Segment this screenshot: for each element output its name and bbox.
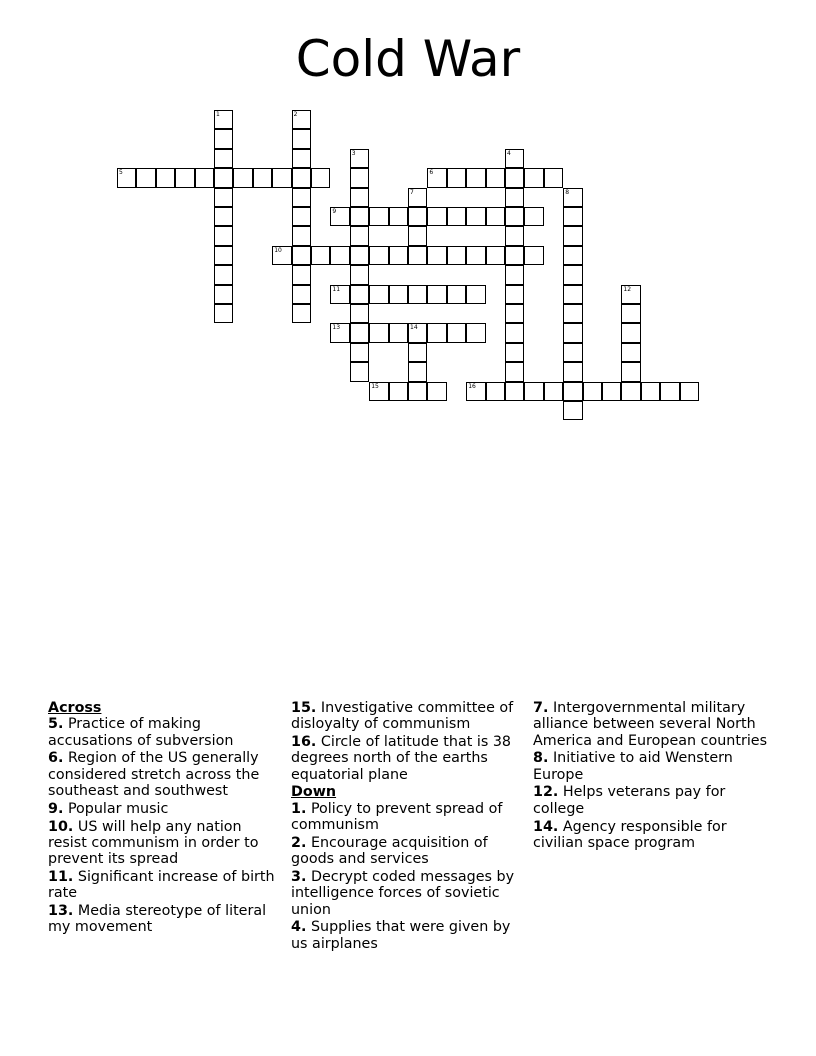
grid-cell[interactable] — [350, 304, 369, 323]
grid-cell[interactable] — [330, 323, 349, 342]
grid-cell[interactable] — [505, 304, 524, 323]
grid-cell[interactable] — [408, 362, 427, 381]
grid-cell[interactable] — [350, 188, 369, 207]
grid-cell[interactable] — [563, 226, 582, 245]
grid-cell[interactable] — [214, 168, 233, 187]
clue-column-1 — [48, 700, 283, 937]
down-clue: 8. Initiative to aid Wenstern Europe — [533, 750, 733, 783]
down-clue: 3. Decrypt coded messages by intelligence forces of sovietic union — [291, 868, 515, 918]
grid-cell[interactable] — [563, 323, 582, 342]
grid-cell[interactable] — [427, 382, 446, 401]
across-clue: 5. Practice of making accusations of subversion — [48, 716, 234, 749]
across-clue: 10. US will help any nation resist communism in order to prevent its spread — [48, 818, 259, 868]
grid-cell[interactable] — [292, 110, 311, 129]
grid-cell[interactable] — [369, 285, 388, 304]
clue-number: 8 — [565, 188, 570, 196]
grid-cell[interactable] — [621, 304, 640, 323]
grid-cell[interactable] — [505, 382, 524, 401]
grid-cell[interactable] — [292, 188, 311, 207]
clue-number: 3 — [351, 149, 356, 157]
grid-cell[interactable] — [505, 207, 524, 226]
grid-cell[interactable] — [389, 207, 408, 226]
across-clue: 11. Significant increase of birth rate — [48, 868, 275, 902]
grid-cell[interactable] — [583, 382, 602, 401]
down-heading: Down — [291, 784, 337, 801]
grid-cell[interactable] — [505, 323, 524, 342]
grid-cell[interactable] — [563, 304, 582, 323]
grid-cell[interactable] — [195, 168, 214, 187]
across-heading: Across — [48, 700, 102, 716]
grid-cell[interactable] — [369, 246, 388, 265]
clue-number: 2 — [293, 111, 298, 118]
grid-cell[interactable] — [330, 246, 349, 265]
grid-cell[interactable] — [563, 343, 582, 362]
grid-cell[interactable] — [680, 382, 699, 401]
grid-cell[interactable] — [330, 207, 349, 226]
clue-number: 11 — [332, 285, 341, 293]
grid-cell[interactable] — [292, 129, 311, 148]
grid-cell[interactable] — [563, 188, 582, 207]
grid-cell[interactable] — [369, 323, 388, 342]
grid-cell[interactable] — [563, 382, 582, 401]
grid-cell[interactable] — [389, 285, 408, 304]
grid-cell[interactable] — [563, 285, 582, 304]
grid-cell[interactable] — [214, 265, 233, 284]
grid-cell[interactable] — [621, 362, 640, 381]
across-clue: 16. Circle of latitude that is 38 degrees north of the earths equatorial plane — [291, 734, 512, 783]
grid-cell[interactable] — [427, 246, 446, 265]
grid-cell[interactable] — [486, 207, 505, 226]
grid-cell[interactable] — [505, 265, 524, 284]
grid-cell[interactable] — [660, 382, 679, 401]
across-clue: 15. Investigative committee of disloyalty of communism — [291, 700, 514, 733]
grid-cell[interactable] — [408, 343, 427, 362]
grid-cell[interactable] — [389, 382, 408, 401]
grid-cell[interactable] — [505, 246, 524, 265]
grid-cell[interactable] — [621, 323, 640, 342]
down-clue: 14. Agency responsible for civilian space program — [533, 818, 727, 851]
clue-number: 12 — [623, 285, 632, 293]
grid-cell[interactable] — [292, 285, 311, 304]
grid-cell[interactable] — [447, 168, 466, 187]
grid-cell[interactable] — [117, 168, 136, 187]
grid-cell[interactable] — [350, 323, 369, 342]
grid-cell[interactable] — [272, 246, 291, 265]
grid-cell[interactable] — [563, 207, 582, 226]
grid-cell[interactable] — [563, 401, 582, 420]
grid-cell[interactable] — [524, 246, 543, 265]
grid-cell[interactable] — [505, 285, 524, 304]
crossword-grid[interactable] — [0, 0, 816, 440]
grid-cell[interactable] — [214, 129, 233, 148]
clue-number: 16 — [468, 382, 476, 390]
across-clue: 6. Region of the US generally considered stretch across the southeast and southwest — [48, 750, 260, 799]
down-clue: 2. Encourage acquisition of goods and services — [291, 834, 488, 868]
clue-number: 5 — [119, 169, 123, 177]
grid-cell[interactable] — [369, 382, 388, 401]
grid-cell[interactable] — [214, 207, 233, 226]
grid-cell[interactable] — [486, 168, 505, 187]
grid-cell[interactable] — [466, 246, 485, 265]
grid-cell[interactable] — [505, 226, 524, 245]
grid-cell[interactable] — [641, 382, 660, 401]
grid-cell[interactable] — [214, 188, 233, 207]
grid-cell[interactable] — [292, 304, 311, 323]
grid-cell[interactable] — [214, 304, 233, 323]
grid-cell[interactable] — [175, 168, 194, 187]
grid-cell[interactable] — [427, 168, 446, 187]
grid-cell[interactable] — [408, 382, 427, 401]
grid-cell[interactable] — [563, 246, 582, 265]
grid-cell[interactable] — [505, 188, 524, 207]
puzzle-title: Cold War — [295, 30, 521, 88]
grid-cell[interactable] — [447, 285, 466, 304]
grid-cell[interactable] — [350, 149, 369, 168]
grid-cell[interactable] — [466, 382, 485, 401]
grid-cell[interactable] — [292, 149, 311, 168]
grid-cell[interactable] — [408, 188, 427, 207]
grid-cell[interactable] — [292, 207, 311, 226]
clue-column-2 — [291, 700, 526, 953]
grid-cell[interactable] — [524, 207, 543, 226]
grid-cell[interactable] — [486, 382, 505, 401]
grid-cell[interactable] — [447, 323, 466, 342]
down-clue: 4. Supplies that were given by us airplanes — [291, 919, 511, 952]
grid-cell[interactable] — [214, 285, 233, 304]
grid-cell[interactable] — [350, 226, 369, 245]
clue-number: 7 — [410, 188, 414, 196]
grid-cell[interactable] — [621, 382, 640, 401]
grid-cell[interactable] — [272, 168, 291, 187]
grid-cell[interactable] — [214, 246, 233, 265]
grid-cell[interactable] — [466, 323, 485, 342]
down-clue: 7. Intergovernmental military alliance between several North America and European countries — [533, 700, 768, 749]
down-clue: 1. Policy to prevent spread of communism — [291, 800, 503, 834]
clue-number: 15 — [371, 382, 379, 390]
grid-cell[interactable] — [544, 168, 563, 187]
grid-cell[interactable] — [621, 343, 640, 362]
grid-cell[interactable] — [136, 168, 155, 187]
grid-cell[interactable] — [486, 246, 505, 265]
clue-number: 4 — [507, 149, 511, 157]
clue-column-3 — [533, 700, 768, 853]
clue-number: 14 — [410, 324, 418, 332]
grid-cell[interactable] — [466, 168, 485, 187]
clue-number: 9 — [332, 208, 337, 215]
grid-cell[interactable] — [427, 285, 446, 304]
grid-cell[interactable] — [350, 207, 369, 226]
grid-cell[interactable] — [311, 246, 330, 265]
grid-cell[interactable] — [214, 226, 233, 245]
grid-cell[interactable] — [350, 362, 369, 381]
grid-cell[interactable] — [292, 168, 311, 187]
grid-cell[interactable] — [408, 285, 427, 304]
down-clue: 12. Helps veterans pay for college — [533, 784, 726, 817]
grid-cell[interactable] — [311, 168, 330, 187]
grid-cell[interactable] — [447, 246, 466, 265]
grid-cell[interactable] — [408, 246, 427, 265]
grid-cell[interactable] — [427, 323, 446, 342]
grid-cell[interactable] — [350, 285, 369, 304]
grid-cell[interactable] — [524, 168, 543, 187]
grid-cell[interactable] — [524, 382, 543, 401]
grid-cell[interactable] — [408, 207, 427, 226]
grid-cell[interactable] — [544, 382, 563, 401]
grid-cell[interactable] — [292, 246, 311, 265]
grid-cell[interactable] — [369, 207, 388, 226]
clue-number: 10 — [274, 246, 282, 254]
grid-cell[interactable] — [253, 168, 272, 187]
grid-cell[interactable] — [350, 168, 369, 187]
grid-cell[interactable] — [621, 285, 640, 304]
across-clue: 9. Popular music — [48, 800, 169, 817]
grid-cell[interactable] — [292, 265, 311, 284]
grid-cell[interactable] — [505, 168, 524, 187]
grid-cell[interactable] — [214, 110, 233, 129]
grid-cell[interactable] — [156, 168, 175, 187]
grid-cell[interactable] — [505, 362, 524, 381]
clue-number: 1 — [216, 111, 220, 118]
grid-cell[interactable] — [408, 226, 427, 245]
clue-number: 13 — [332, 324, 341, 332]
grid-cell[interactable] — [350, 343, 369, 362]
grid-cell[interactable] — [447, 207, 466, 226]
grid-cell[interactable] — [330, 285, 349, 304]
grid-cell[interactable] — [408, 323, 427, 342]
grid-cell[interactable] — [466, 207, 485, 226]
grid-cell[interactable] — [563, 265, 582, 284]
across-clue: 13. Media stereotype of literal my movement — [48, 903, 267, 936]
grid-cell[interactable] — [389, 323, 408, 342]
grid-cell[interactable] — [214, 149, 233, 168]
grid-cell[interactable] — [292, 226, 311, 245]
grid-cell[interactable] — [505, 149, 524, 168]
grid-cell[interactable] — [602, 382, 621, 401]
grid-cell[interactable] — [505, 343, 524, 362]
grid-cell[interactable] — [350, 246, 369, 265]
grid-cell[interactable] — [466, 285, 485, 304]
clue-number: 6 — [429, 169, 434, 177]
grid-cell[interactable] — [389, 246, 408, 265]
grid-cell[interactable] — [233, 168, 252, 187]
grid-cell[interactable] — [563, 362, 582, 381]
grid-cell[interactable] — [427, 207, 446, 226]
grid-cell[interactable] — [350, 265, 369, 284]
